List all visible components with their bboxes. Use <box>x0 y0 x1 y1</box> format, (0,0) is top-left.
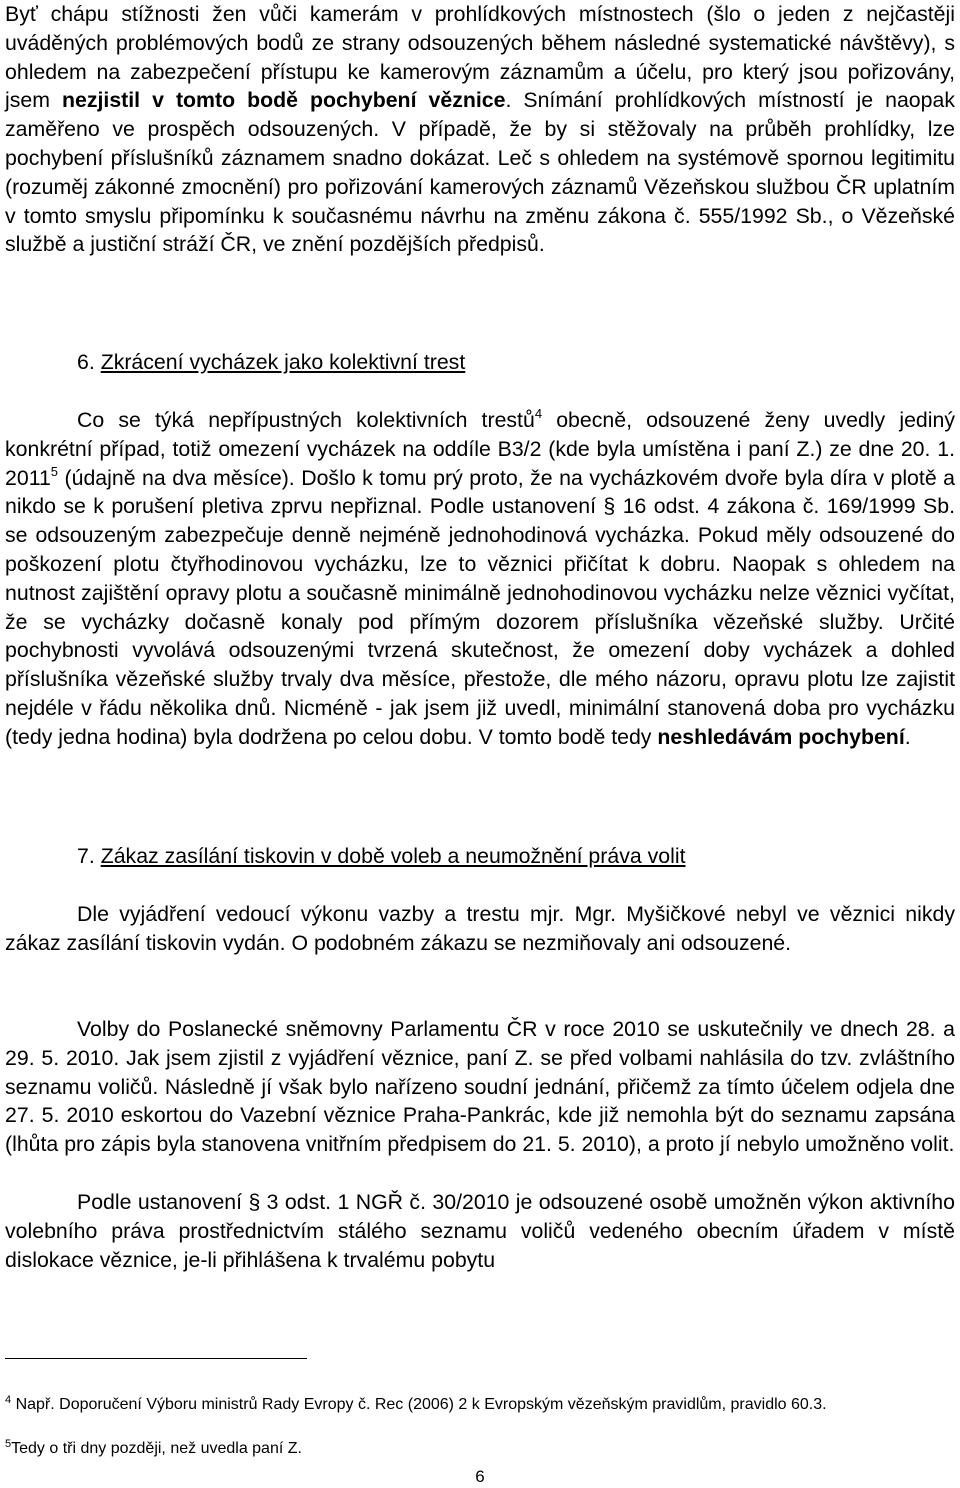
footnote-ref-4[interactable]: 4 <box>534 406 543 421</box>
footnote-separator <box>5 1358 307 1359</box>
footnote-ref-5[interactable]: 5 <box>50 463 59 479</box>
paragraph-camera-complaints: Byť chápu stížnosti žen vůči kamerám v prohlídkových místnostech (šlo o jeden z nejčastěji uváděných problémových bodů ze strany odsouzených během následné systematické návštěvy), s ohledem na zabezpečení přístupu ke kamerovým záznamům a účelu, pro který jsou pořizovány, jsem nezjistil v tomto bodě pochybení věznice. Snímání prohlídkových místností je naopak zaměřeno ve prospěch odsouzených. V případě, že by si stěžovaly na průběh prohlídky, lze pochybení příslušníků záznamem snadno dokázat. Leč s ohledem na systémově spornou legitimitu (rozuměj zákonné zmocnění) pro pořizování kamerových záznamů Vězeňskou službou ČR uplatním v tomto smyslu připomínku k současnému návrhu na změnu zákona č. 555/1992 Sb., o Vězeňské službě a justiční stráží ČR, ve znění pozdějších předpisů. <box>5 2 955 257</box>
page-number: 6 <box>475 1467 485 1486</box>
finding-no-fault-2: neshledávám pochybení <box>657 724 905 749</box>
section-heading-7: 7. Zákaz zasílání tiskovin v době voleb a neumožnění práva volit <box>77 844 686 868</box>
section-heading-6: 6. Zkrácení vycházek jako kolektivní trest <box>77 350 466 374</box>
footnote-5: $^5$Tedy o tři dny později, než uvedla paní Z. <box>5 1438 302 1457</box>
paragraph-elections: Volby do Poslanecké sněmovny Parlamentu ČR v roce 2010 se uskutečnily ve dnech 28. a 29. 5. 2010. Jak jsem zjistil z vyjádření věznice, paní Z. se před volbami nahlásila do tzv. zvláštního seznamu voličů. Následně jí však bylo nařízeno soudní jednání, přičemž za tímto účelem odjela dne 27. 5. 2010 eskortou do Vazební věznice Praha-Pankrác, kde již nemohla být do seznamu zapsána (lhůta pro zápis byla stanovena vnitřním předpisem do 21. 5. 2010), a proto jí nebylo umožněno volit. <box>5 1017 955 1157</box>
footnote-4: $^4$ Např. Doporučení Výboru ministrů Rady Evropy č. Rec (2006) 2 k Evropským vězeňským pravidlům, pravidlo 60.3. <box>5 1394 827 1413</box>
paragraph-voting-rights: Podle ustanovení § 3 odst. 1 NGŘ č. 30/2010 je odsouzené osobě umožněn výkon aktivního volebního práva prostřednictvím stálého seznamu voličů vedeného obecním úřadem v místě dislokace věznice, je-li přihlášena k trvalému pobytu <box>5 1190 955 1272</box>
finding-no-fault: nezjistil v tomto bodě pochybení věznice <box>61 88 506 113</box>
paragraph-collective-punishment: Co se týká nepřípustných kolektivních trestů$^4$ obecně, odsouzené ženy uvedly jediný konkrétní případ, totiž omezení vycházek na oddíle B3/2 (kde byla umístěna i paní Z.) ze dne 20. 1. 2011$^5$ (údajně na dva měsíce). Došlo k tomu prý proto, že na vycházkovém dvoře byla díra v plotě a nikdo se k porušení pletiva zprvu nepřiznal. Podle ustanovení § 16 odst. 4 zákona č. 169/1999 Sb. se odsouzeným zabezpečuje denně nejméně jednohodinová vycházka. Pokud měly odsouzené do poškození plotu čtyřhodinovou vycházku, lze to věznici přičítat k dobru. Naopak s ohledem na nutnost zajištění opravy plotu a současně minimálně jednohodinovou vycházku nelze věznici vyčítat, že se vycházky dočasně konaly pod přímým dozorem příslušníka vězeňské služby. Určité pochybnosti vyvolává odsouzenými tvrzená skutečnost, že omezení doby vycházek a dohled příslušníka vězeňské služby trvaly dva měsíce, přestože, dle mého názoru, opravu plotu lze zajistit nejdéle v řádu několika dnů. Nicméně - jak jsem již uvedl, minimální stanovená doba pro vycházku (tedy jedna hodina) byla dodržena po celou dobu. V tomto bodě tedy neshledávám pochybení. <box>5 406 955 749</box>
paragraph-press-ban: Dle vyjádření vedoucí výkonu vazby a trestu mjr. Mgr. Myšičkové nebyl ve věznici nikdy zákaz zasílání tiskovin vydán. O podobném zákazu se nezmiňovaly ani odsouzené. <box>5 902 955 955</box>
